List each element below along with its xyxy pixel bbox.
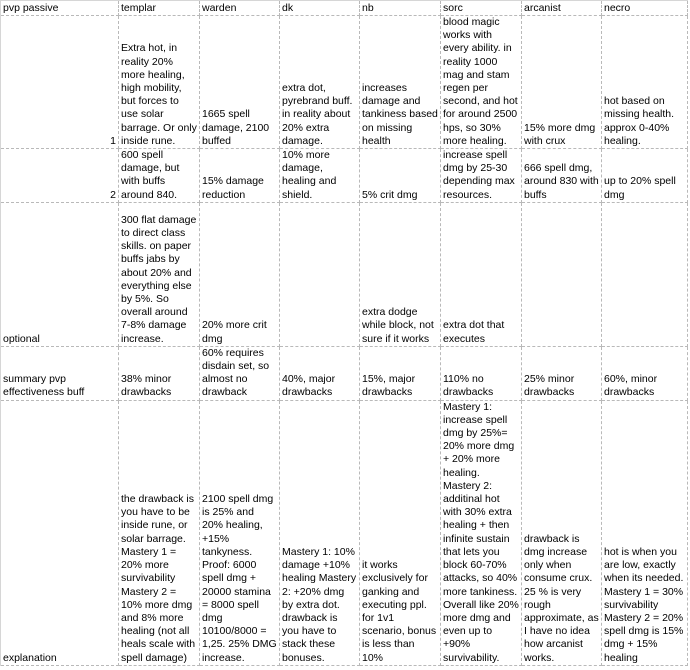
header-warden[interactable]: warden bbox=[200, 1, 280, 16]
cell-sorc[interactable]: increase spell dmg by 25-30 depending max resources. bbox=[441, 149, 522, 203]
cell-nb[interactable]: increases damage and tankiness based on missing health bbox=[360, 16, 441, 149]
row-label-explanation[interactable]: explanation bbox=[1, 400, 119, 665]
cell-nb[interactable]: it works exclusively for ganking and executing ppl. for 1v1 scenario, bonus is less than 10% bbox=[360, 400, 441, 665]
row-number: 1 bbox=[110, 134, 116, 147]
cell-dk[interactable]: 10% more damage, healing and shield. bbox=[280, 149, 360, 203]
cell-necro[interactable] bbox=[602, 202, 688, 346]
row-label-optional[interactable]: optional bbox=[1, 202, 119, 346]
cell-dk[interactable]: extra dot, pyrebrand buff. in reality about 20% extra damage. bbox=[280, 16, 360, 149]
cell-templar[interactable]: 600 spell damage, but with buffs around 840. bbox=[119, 149, 200, 203]
cell-arcanist[interactable]: drawback is dmg increase only when consume crux. 25 % is very rough approximate, as I have no idea how arcanist works. bbox=[522, 400, 602, 665]
row-number: 2 bbox=[110, 188, 116, 201]
cell-dk[interactable] bbox=[280, 202, 360, 346]
header-templar[interactable]: templar bbox=[119, 1, 200, 16]
cell-warden[interactable]: 15% damage reduction bbox=[200, 149, 280, 203]
row-label-summary[interactable]: summary pvp effectiveness buff bbox=[1, 346, 119, 400]
cell-templar[interactable]: 300 flat damage to direct class skills. on paper buffs jabs by about 20% and everything else by 5%. So overall around 7-8% damage increase. bbox=[119, 202, 200, 346]
header-necro[interactable]: necro bbox=[602, 1, 688, 16]
cell-sorc[interactable]: Mastery 1: increase spell dmg by 25%= 20% more dmg + 20% more healing. Mastery 2: additinal hot with 30% extra healing + then infinite sustain that lets you block 60-70% attacks, so 40% more tankiness. Overall like 20% more dmg and even up to +90% survivability. bbox=[441, 400, 522, 665]
header-row bbox=[1, 1, 688, 16]
table-row-explanation bbox=[1, 400, 688, 665]
cell-dk[interactable]: 40%, major drawbacks bbox=[280, 346, 360, 400]
cell-necro[interactable]: 60%, minor drawbacks bbox=[602, 346, 688, 400]
cell-sorc[interactable]: 110% no drawbacks bbox=[441, 346, 522, 400]
cell-templar[interactable]: Extra hot, in reality 20% more healing, high mobility, but forces to use solar barrage. Or only inside rune. bbox=[119, 16, 200, 149]
header-pvp-passive[interactable]: pvp passive bbox=[1, 1, 119, 16]
cell-arcanist[interactable]: 15% more dmg with crux bbox=[522, 16, 602, 149]
cell-necro[interactable]: hot based on missing health. approx 0-40% healing. bbox=[602, 16, 688, 149]
header-nb[interactable]: nb bbox=[360, 1, 441, 16]
cell-warden[interactable]: 60% requires disdain set, so almost no drawback bbox=[200, 346, 280, 400]
cell-necro[interactable]: hot is when you are low, exactly when its needed. Mastery 1 = 30% survivability Mastery 2 = 20% spell dmg is 15% dmg + 15% healing bbox=[602, 400, 688, 665]
cell-necro[interactable]: up to 20% spell dmg bbox=[602, 149, 688, 203]
cell-dk[interactable]: Mastery 1: 10% damage +10% healing Mastery 2: +20% dmg by extra dot. drawback is you have to stack these bonuses. bbox=[280, 400, 360, 665]
cell-sorc[interactable]: blood magic works with every ability. in reality 1000 mag and stam regen per second, and hot for around 2500 hps, so 30% more healing. bbox=[441, 16, 522, 149]
cell-arcanist[interactable]: 666 spell dmg, around 830 with buffs bbox=[522, 149, 602, 203]
table-row-optional bbox=[1, 202, 688, 346]
table-row-passive-1 bbox=[1, 16, 688, 149]
cell-templar[interactable]: the drawback is you have to be inside rune, or solar barrage. Mastery 1 = 20% more survivability Mastery 2 = 10% more dmg and 8% more healing (not all heals scale with spell damage) bbox=[119, 400, 200, 665]
row-label-cell[interactable] bbox=[1, 16, 119, 149]
cell-sorc[interactable]: extra dot that executes bbox=[441, 202, 522, 346]
header-arcanist[interactable]: arcanist bbox=[522, 1, 602, 16]
cell-warden[interactable]: 1665 spell damage, 2100 buffed bbox=[200, 16, 280, 149]
cell-nb[interactable]: 15%, major drawbacks bbox=[360, 346, 441, 400]
table-row-passive-2 bbox=[1, 149, 688, 203]
cell-arcanist[interactable]: 25% minor drawbacks bbox=[522, 346, 602, 400]
cell-warden[interactable]: 2100 spell dmg is 25% and 20% healing, +15% tankyness. Proof: 6000 spell dmg + 20000 stamina = 8000 spell dmg 10100/8000 = 1,25. 25% DMG increase. bbox=[200, 400, 280, 665]
cell-nb[interactable]: extra dodge while block, not sure if it works bbox=[360, 202, 441, 346]
header-dk[interactable]: dk bbox=[280, 1, 360, 16]
table-row-summary bbox=[1, 346, 688, 400]
row-label-cell[interactable] bbox=[1, 149, 119, 203]
cell-templar[interactable]: 38% minor drawbacks bbox=[119, 346, 200, 400]
cell-warden[interactable]: 20% more crit dmg bbox=[200, 202, 280, 346]
header-sorc[interactable]: sorc bbox=[441, 1, 522, 16]
cell-arcanist[interactable] bbox=[522, 202, 602, 346]
cell-nb[interactable]: 5% crit dmg bbox=[360, 149, 441, 203]
